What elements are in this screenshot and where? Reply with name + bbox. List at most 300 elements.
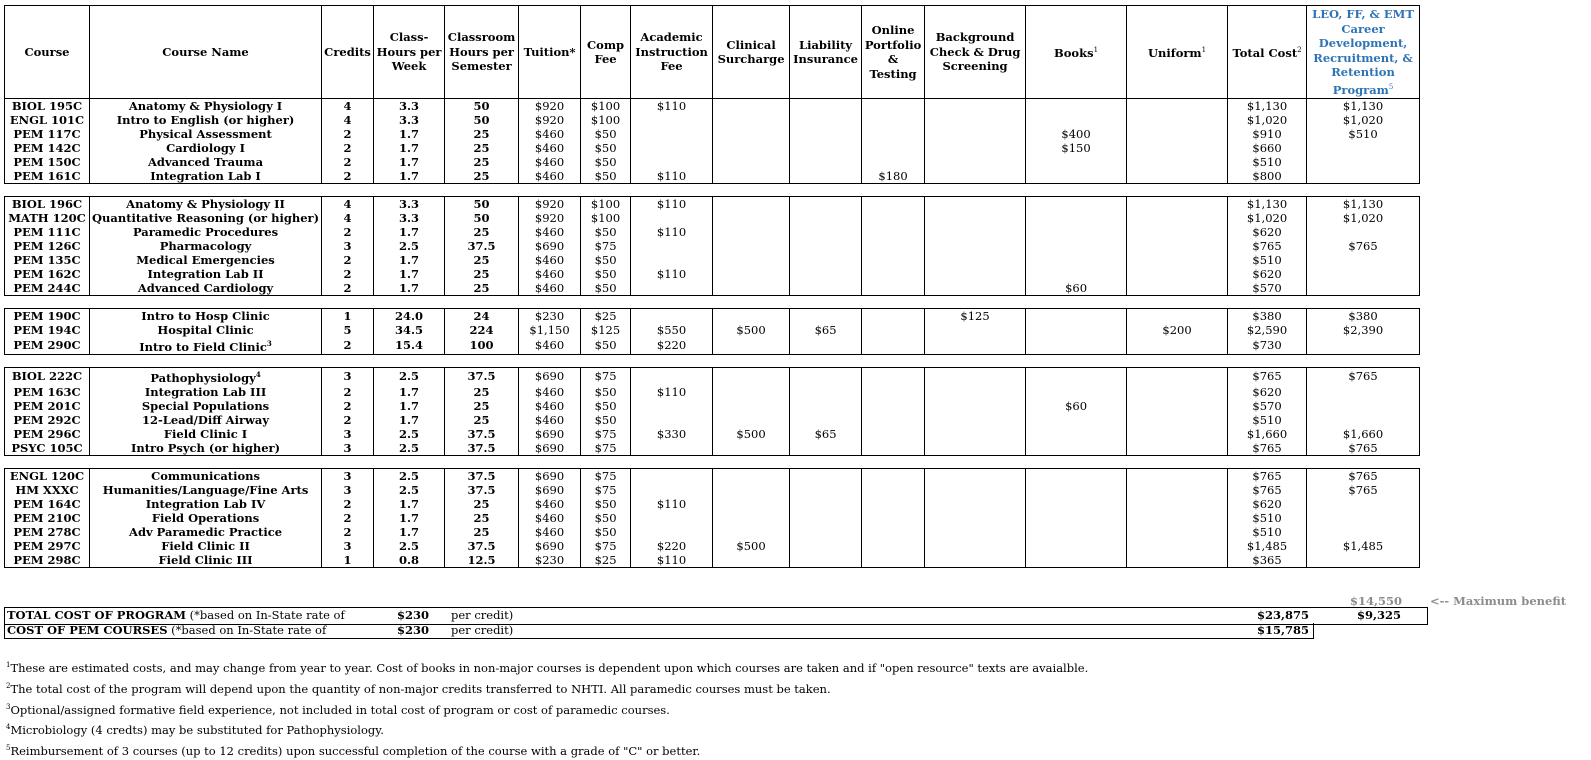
academic-fee-cell	[631, 141, 713, 155]
header-liability: Liability Insurance	[790, 6, 862, 99]
comp-fee: $100	[590, 99, 621, 113]
course-name-cell	[90, 385, 322, 399]
academic-fee-cell	[631, 127, 713, 141]
credits-cell	[322, 281, 374, 296]
credits: 2	[343, 338, 352, 353]
classroom-hours: 25	[473, 253, 490, 267]
leo-reimbursement-cell	[1307, 267, 1420, 281]
leo-reimbursement-cell	[1307, 427, 1420, 441]
course-name: Communications	[151, 468, 260, 483]
tuition-cell	[519, 141, 581, 155]
liability-insurance-cell	[790, 113, 862, 127]
header-total-cost	[1228, 6, 1307, 99]
tuition: $690	[534, 369, 565, 384]
class-hours-cell	[374, 211, 445, 225]
classroom-hours-cell	[445, 309, 519, 324]
comp-fee: $75	[594, 426, 617, 441]
credits-cell	[322, 211, 374, 225]
total-cost-cell	[1228, 497, 1307, 511]
total-cost-cell	[1228, 385, 1307, 399]
class-hours: 3.3	[399, 211, 420, 225]
table-row	[5, 197, 1420, 212]
total-cost: $620	[1252, 267, 1282, 281]
course-name: Integration Lab IV	[145, 496, 266, 511]
books-cell	[1026, 525, 1127, 539]
credits: 4	[343, 113, 352, 127]
classroom-hours-cell	[445, 511, 519, 525]
total-cost: $1,130	[1246, 197, 1288, 211]
comp-fee: $75	[594, 369, 617, 384]
tuition: $920	[534, 211, 565, 225]
course-name: Hospital Clinic	[157, 323, 254, 337]
uniform-cell	[1127, 211, 1228, 225]
clinical-surcharge-cell	[713, 281, 790, 296]
table-body	[5, 99, 1420, 568]
liability-insurance-cell	[790, 367, 862, 384]
credits: 2	[343, 155, 352, 169]
header-uniform-label: Uniform	[1148, 46, 1202, 61]
class-hours-cell	[374, 155, 445, 169]
table-row	[5, 413, 1420, 427]
academic-fee: $330	[656, 426, 687, 441]
classroom-hours-cell	[445, 483, 519, 497]
credits: 3	[343, 482, 352, 497]
comp-fee-cell	[581, 539, 631, 553]
uniform-cell	[1127, 413, 1228, 427]
uniform-cell	[1127, 253, 1228, 267]
credits-cell	[322, 169, 374, 184]
liability-insurance-cell	[790, 553, 862, 568]
tuition: $690	[534, 239, 565, 253]
classroom-hours-cell	[445, 281, 519, 296]
footnote-3-sup: 3	[6, 702, 11, 711]
course-name-cell	[90, 468, 322, 483]
total-cost-cell	[1228, 525, 1307, 539]
comp-fee: $50	[594, 496, 617, 511]
comp-fee-cell	[581, 385, 631, 399]
books-cell	[1026, 225, 1127, 239]
classroom-hours: 37.5	[467, 369, 496, 384]
course-name: Advanced Cardiology	[137, 281, 274, 295]
course-name: Physical Assessment	[139, 127, 272, 141]
clinical-surcharge-cell	[713, 127, 790, 141]
max-benefit-label: <-- Maximum benefit	[1430, 594, 1567, 608]
class-hours-cell	[374, 253, 445, 267]
books-cell	[1026, 113, 1127, 127]
table-row	[5, 441, 1420, 456]
clinical-surcharge-cell	[713, 525, 790, 539]
total-cost-cell	[1228, 309, 1307, 324]
credits-cell	[322, 385, 374, 399]
total-cost-cell	[1228, 281, 1307, 296]
liability-insurance-cell	[790, 141, 862, 155]
clinical-surcharge-cell	[713, 497, 790, 511]
leo-reimbursement-cell	[1307, 253, 1420, 267]
classroom-hours-cell	[445, 155, 519, 169]
academic-fee-cell	[631, 281, 713, 296]
course-name: Intro to English (or higher)	[116, 113, 295, 127]
footnote-1-text: These are estimated costs, and may change from year to year. Cost of books in non-major courses is dependent upon which courses are taken and if "open resource" texts are avaialble.	[10, 660, 1089, 675]
clinical-surcharge-cell	[713, 267, 790, 281]
course-code: BIOL 195C	[11, 99, 83, 113]
table-row	[5, 169, 1420, 184]
class-hours: 2.5	[399, 426, 420, 441]
clinical-surcharge-cell	[713, 385, 790, 399]
tuition-cell	[519, 127, 581, 141]
course-name-cell	[90, 497, 322, 511]
liability-insurance-cell	[790, 309, 862, 324]
header-leo-sup: 5	[1388, 82, 1394, 91]
background-check-cell	[925, 225, 1026, 239]
class-hours: 2.5	[399, 369, 420, 384]
total-cost: $1,485	[1246, 538, 1288, 553]
comp-fee: $50	[594, 169, 617, 183]
leo-reimbursement: $1,130	[1342, 99, 1384, 113]
classroom-hours: 25	[473, 141, 490, 155]
online-portfolio-cell	[862, 225, 925, 239]
class-hours-cell	[374, 281, 445, 296]
course-code-cell	[5, 197, 90, 212]
academic-fee: $110	[656, 267, 687, 281]
course-code-cell	[5, 441, 90, 456]
course-code: PEM 164C	[13, 496, 81, 511]
course-code: PEM 150C	[13, 155, 81, 169]
leo-reimbursement-cell	[1307, 169, 1420, 184]
uniform-cell	[1127, 127, 1228, 141]
classroom-hours: 25	[473, 155, 490, 169]
comp-fee: $50	[594, 127, 617, 141]
table-row	[5, 113, 1420, 127]
course-name-cell	[90, 197, 322, 212]
course-name: Field Clinic I	[163, 426, 248, 441]
clinical-surcharge-cell	[713, 197, 790, 212]
clinical-surcharge-cell	[713, 99, 790, 114]
background-check-cell	[925, 511, 1026, 525]
credits: 2	[343, 253, 352, 267]
pem-courses-label: COST OF PEM COURSES	[7, 623, 168, 637]
course-code-cell	[5, 267, 90, 281]
course-code-cell	[5, 211, 90, 225]
table-row	[5, 141, 1420, 155]
clinical-surcharge-cell	[713, 323, 790, 337]
books-cell	[1026, 413, 1127, 427]
total-cost: $570	[1252, 398, 1282, 413]
uniform-cell	[1127, 399, 1228, 413]
leo-reimbursement: $510	[1348, 127, 1378, 141]
academic-fee: $220	[656, 538, 687, 553]
tuition: $230	[534, 309, 565, 323]
liability-insurance-cell	[790, 281, 862, 296]
course-name: Integration Lab II	[147, 267, 264, 281]
footnote-1-sup: 1	[6, 661, 11, 669]
comp-fee-cell	[581, 155, 631, 169]
clinical-surcharge-cell	[713, 155, 790, 169]
course-name: Adv Paramedic Practice	[129, 524, 283, 539]
leo-reimbursement: $1,020	[1342, 211, 1384, 225]
total-cost-cell	[1228, 468, 1307, 483]
course-code: PEM 210C	[13, 510, 81, 525]
books-cell	[1026, 323, 1127, 337]
credits: 1	[343, 552, 352, 567]
course-code-cell	[5, 468, 90, 483]
leo-reimbursement-cell	[1307, 497, 1420, 511]
course-name: Cardiology I	[166, 141, 245, 155]
liability-insurance-cell	[790, 441, 862, 456]
course-name-cell	[90, 337, 322, 354]
course-code: PEM 135C	[13, 253, 81, 267]
liability-insurance-cell	[790, 99, 862, 114]
clinical-surcharge-cell	[713, 468, 790, 483]
academic-fee-cell	[631, 385, 713, 399]
academic-fee-cell	[631, 113, 713, 127]
course-code-cell	[5, 511, 90, 525]
comp-fee-cell	[581, 281, 631, 296]
liability-insurance-cell	[790, 511, 862, 525]
classroom-hours: 37.5	[467, 440, 496, 455]
comp-fee: $50	[594, 510, 617, 525]
total-program-per: per credit)	[451, 608, 514, 622]
uniform-cell	[1127, 309, 1228, 324]
header-credits: Credits	[322, 6, 374, 99]
class-hours-cell	[374, 99, 445, 114]
total-cost: $2,590	[1246, 323, 1288, 337]
course-name: Anatomy & Physiology I	[128, 99, 283, 113]
tuition: $1,150	[529, 323, 570, 337]
tuition-cell	[519, 99, 581, 114]
clinical-surcharge: $500	[736, 323, 766, 337]
uniform-cell	[1127, 281, 1228, 296]
leo-reimbursement-cell	[1307, 553, 1420, 568]
academic-fee-cell	[631, 399, 713, 413]
course-name-cell	[90, 141, 322, 155]
total-cost-cell	[1228, 99, 1307, 114]
credits-cell	[322, 427, 374, 441]
academic-fee-cell	[631, 468, 713, 483]
clinical-surcharge-cell	[713, 239, 790, 253]
class-hours: 1.7	[399, 267, 420, 281]
course-name: Special Populations	[141, 398, 270, 413]
course-name: Intro to Hosp Clinic	[141, 309, 270, 323]
tuition-cell	[519, 337, 581, 354]
class-hours-cell	[374, 169, 445, 184]
program-cost-table	[4, 5, 1420, 568]
online-portfolio-cell	[862, 281, 925, 296]
classroom-hours-cell	[445, 99, 519, 114]
academic-fee-cell	[631, 309, 713, 324]
total-cost: $380	[1252, 309, 1282, 323]
comp-fee-cell	[581, 497, 631, 511]
academic-fee-cell	[631, 225, 713, 239]
classroom-hours-cell	[445, 225, 519, 239]
leo-reimbursement-cell	[1307, 197, 1420, 212]
tuition: $460	[534, 155, 565, 169]
clinical-surcharge: $500	[736, 538, 766, 553]
classroom-hours: 50	[473, 99, 490, 113]
tuition: $920	[534, 113, 565, 127]
credits: 2	[343, 141, 352, 155]
class-hours-cell	[374, 399, 445, 413]
total-cost: $800	[1252, 169, 1282, 183]
table-row	[5, 511, 1420, 525]
leo-reimbursement: $765	[1348, 440, 1378, 455]
comp-fee-cell	[581, 253, 631, 267]
books-cell	[1026, 99, 1127, 114]
course-code-cell	[5, 497, 90, 511]
leo-reimbursement-cell	[1307, 511, 1420, 525]
tuition-cell	[519, 169, 581, 184]
classroom-hours: 37.5	[467, 538, 496, 553]
course-code: PEM 190C	[13, 309, 81, 323]
online-portfolio-cell	[862, 239, 925, 253]
classroom-hours: 24	[473, 309, 490, 323]
comp-fee-cell	[581, 399, 631, 413]
class-hours: 3.3	[399, 113, 420, 127]
online-portfolio-cell	[862, 427, 925, 441]
comp-fee-cell	[581, 525, 631, 539]
classroom-hours-cell	[445, 211, 519, 225]
academic-fee-cell	[631, 539, 713, 553]
liability-insurance-cell	[790, 483, 862, 497]
tuition-cell	[519, 281, 581, 296]
books-cell	[1026, 483, 1127, 497]
classroom-hours-cell	[445, 337, 519, 354]
comp-fee: $25	[594, 552, 617, 567]
tuition-cell	[519, 253, 581, 267]
online-portfolio-cell	[862, 385, 925, 399]
credits-cell	[322, 553, 374, 568]
academic-fee-cell	[631, 323, 713, 337]
comp-fee-cell	[581, 239, 631, 253]
table-row	[5, 309, 1420, 324]
tuition-cell	[519, 155, 581, 169]
class-hours: 15.4	[395, 338, 424, 353]
class-hours: 1.7	[399, 496, 420, 511]
online-portfolio-cell	[862, 539, 925, 553]
credits-cell	[322, 497, 374, 511]
course-code-cell	[5, 399, 90, 413]
comp-fee-cell	[581, 413, 631, 427]
table-row	[5, 483, 1420, 497]
books-cell	[1026, 141, 1127, 155]
classroom-hours: 25	[473, 510, 490, 525]
course-code: MATH 120C	[8, 211, 86, 225]
class-hours-cell	[374, 497, 445, 511]
online-portfolio-cell	[862, 441, 925, 456]
total-cost-cell	[1228, 113, 1307, 127]
class-hours-cell	[374, 197, 445, 212]
table-row	[5, 539, 1420, 553]
books-cell	[1026, 309, 1127, 324]
academic-fee: $110	[656, 552, 687, 567]
group-spacer	[5, 455, 1420, 468]
group-spacer	[5, 354, 1420, 367]
course-code: PEM 126C	[13, 239, 81, 253]
comp-fee: $50	[594, 398, 617, 413]
class-hours: 1.7	[399, 141, 420, 155]
tuition: $690	[534, 468, 565, 483]
tuition-cell	[519, 497, 581, 511]
uniform-cell	[1127, 468, 1228, 483]
course-name-cell	[90, 483, 322, 497]
books-cell	[1026, 253, 1127, 267]
class-hours: 1.7	[399, 169, 420, 183]
credits: 3	[343, 468, 352, 483]
course-code: PEM 117C	[13, 127, 81, 141]
course-code-cell	[5, 113, 90, 127]
table-row	[5, 211, 1420, 225]
academic-fee-cell	[631, 253, 713, 267]
footnote-5-text: Reimbursement of 3 courses (up to 12 credits) upon successful completion of the course with a grade of "C" or better.	[10, 744, 701, 759]
course-name-cell	[90, 323, 322, 337]
course-name: Paramedic Procedures	[132, 225, 279, 239]
table-row	[5, 127, 1420, 141]
course-code-cell	[5, 483, 90, 497]
class-hours-cell	[374, 468, 445, 483]
tuition: $690	[534, 426, 565, 441]
course-name-cell	[90, 525, 322, 539]
comp-fee-cell	[581, 169, 631, 184]
background-check-cell	[925, 539, 1026, 553]
books-cell	[1026, 399, 1127, 413]
leo-reimbursement-cell	[1307, 385, 1420, 399]
uniform-cell	[1127, 483, 1228, 497]
class-hours: 1.7	[399, 155, 420, 169]
liability-insurance-cell	[790, 197, 862, 212]
academic-fee-cell	[631, 497, 713, 511]
header-leo-program	[1307, 6, 1420, 99]
course-code: PEM 161C	[13, 169, 81, 183]
footnote-3	[6, 698, 1088, 719]
leo-reimbursement: $380	[1348, 309, 1378, 323]
academic-fee: $550	[656, 323, 687, 337]
total-cost-cell	[1228, 553, 1307, 568]
leo-reimbursement: $2,390	[1342, 323, 1384, 337]
class-hours: 3.3	[399, 99, 420, 113]
academic-fee-cell	[631, 155, 713, 169]
uniform-cell	[1127, 267, 1228, 281]
course-name: Integration Lab I	[150, 169, 261, 183]
tuition-cell	[519, 441, 581, 456]
comp-fee: $50	[594, 225, 617, 239]
comp-fee: $75	[594, 440, 617, 455]
tuition-cell	[519, 367, 581, 384]
classroom-hours: 25	[473, 281, 490, 295]
classroom-hours: 50	[473, 197, 490, 211]
class-hours-cell	[374, 267, 445, 281]
course-code: PEM 278C	[13, 524, 81, 539]
table-row	[5, 155, 1420, 169]
pem-courses-per: per credit)	[451, 623, 514, 637]
online-portfolio-cell	[862, 413, 925, 427]
total-cost-cell	[1228, 239, 1307, 253]
course-code-cell	[5, 525, 90, 539]
class-hours-cell	[374, 553, 445, 568]
classroom-hours: 37.5	[467, 426, 496, 441]
course-name-cell	[90, 511, 322, 525]
books-cell	[1026, 385, 1127, 399]
course-code: PEM 201C	[13, 398, 81, 413]
total-cost: $620	[1252, 384, 1282, 399]
classroom-hours-cell	[445, 239, 519, 253]
class-hours: 34.5	[395, 323, 424, 337]
credits-cell	[322, 323, 374, 337]
header-background: Background Check & Drug Screening	[925, 6, 1026, 99]
credits-cell	[322, 155, 374, 169]
credits: 3	[343, 239, 352, 253]
tuition-cell	[519, 309, 581, 324]
course-code-cell	[5, 337, 90, 354]
course-name-cell	[90, 553, 322, 568]
